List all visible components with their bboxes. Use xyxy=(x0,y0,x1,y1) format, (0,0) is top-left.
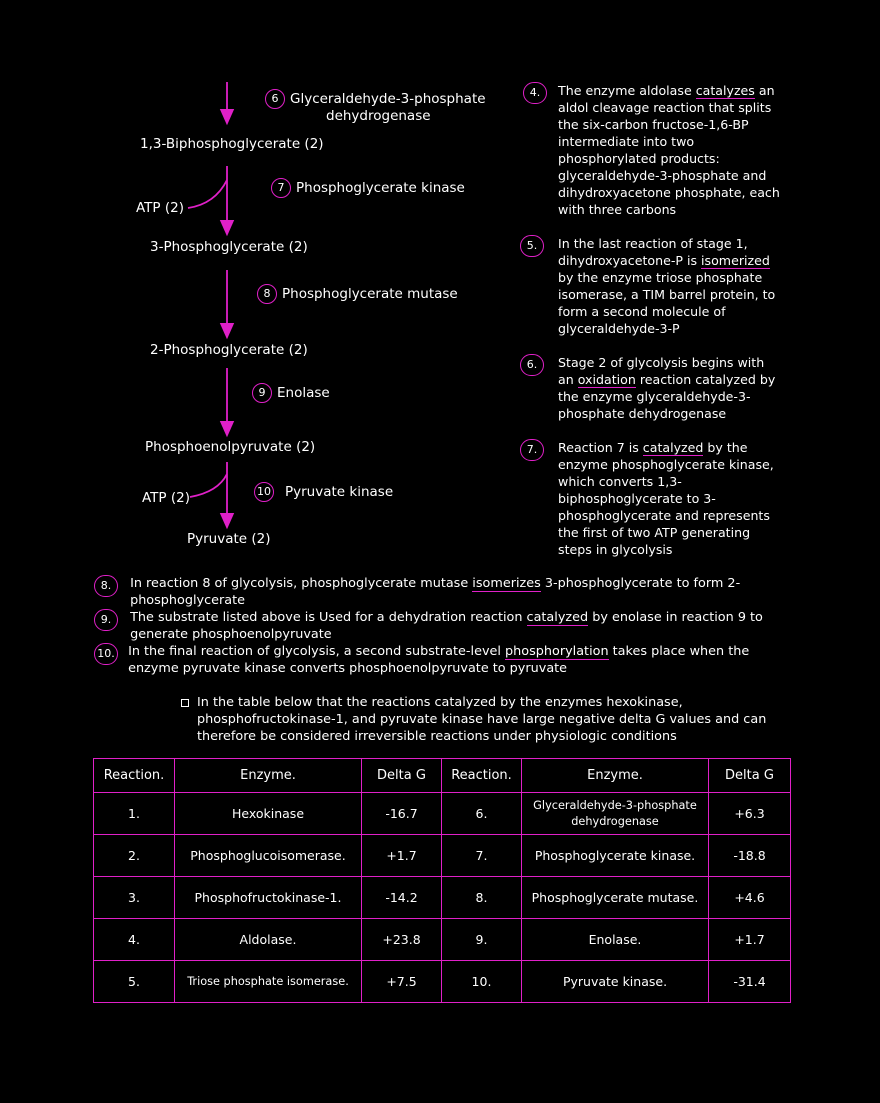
metabolite-pep: Phosphoenolpyruvate (2) xyxy=(145,439,316,455)
table-cell: +7.5 xyxy=(362,961,442,1003)
note-number-badge: 10. xyxy=(94,643,118,665)
metabolite-2pg: 2-Phosphoglycerate (2) xyxy=(150,342,308,358)
enzyme-step-10 xyxy=(254,482,393,502)
table-cell: -16.7 xyxy=(362,793,442,835)
table-row xyxy=(94,961,791,1003)
enzyme-name: Phosphoglycerate kinase xyxy=(296,180,465,196)
table-cell: 7. xyxy=(442,835,522,877)
table-cell: 8. xyxy=(442,877,522,919)
keyword-underlined: catalyzes xyxy=(695,83,755,98)
note-text: The substrate listed above is Used for a dehydration reaction catalyzed by enolase in reaction 9 to generate phosphoenolpyruvate xyxy=(130,610,763,642)
table-cell: 4. xyxy=(94,919,175,961)
keyword-underlined: phosphorylation xyxy=(505,644,609,659)
bottom-note xyxy=(94,643,788,677)
enzyme-step-6 xyxy=(265,89,486,109)
table-cell: Phosphoglycerate mutase. xyxy=(522,877,709,919)
note-text: In reaction 8 of glycolysis, phosphoglycerate mutase isomerizes 3-phosphoglycerate to form 2-phosphoglycerate xyxy=(130,576,741,608)
table-cell: 10. xyxy=(442,961,522,1003)
note-text: In the last reaction of stage 1, dihydroxyacetone-P is isomerized by the enzyme triose phosphate isomerase, a TIM barrel protein, to form a second molecule of glyceraldehyde-3-P xyxy=(558,236,776,336)
table-cell: +23.8 xyxy=(362,919,442,961)
table-cell: -18.8 xyxy=(709,835,791,877)
table-row xyxy=(94,793,791,835)
note-number-badge: 6. xyxy=(520,354,544,376)
table-header-row xyxy=(94,759,791,793)
metabolite-13bpg: 1,3-Biphosphoglycerate (2) xyxy=(140,136,324,152)
keyword-underlined: isomerized xyxy=(701,253,770,268)
step-number-badge: 9 xyxy=(252,383,272,403)
metabolite-3pg: 3-Phosphoglycerate (2) xyxy=(150,239,308,255)
atp-label: ATP (2) xyxy=(136,200,184,216)
table-cell: Pyruvate kinase. xyxy=(522,961,709,1003)
note-number-badge: 5. xyxy=(520,235,544,257)
table-cell: Glyceraldehyde-3-phosphate dehydrogenase xyxy=(522,793,709,835)
table-cell: 9. xyxy=(442,919,522,961)
side-note xyxy=(520,235,780,337)
note-text: The enzyme aldolase catalyzes an aldol cleavage reaction that splits the six-carbon fructose-1,6-BP intermediate into two phosphorylated products: glyceraldehyde-3-phosphate and dihydroxyacetone phosphate, each with three carbons xyxy=(558,83,780,217)
table-cell: Phosphoglycerate kinase. xyxy=(522,835,709,877)
keyword-underlined: catalyzed xyxy=(526,610,589,625)
table-cell: Phosphofructokinase-1. xyxy=(175,877,362,919)
note-text: Reaction 7 is catalyzed by the enzyme phosphoglycerate kinase, which converts 1,3-biphosphoglycerate to 3-phosphoglycerate and represents the first of two ATP generating steps in glycolysis xyxy=(558,440,774,557)
side-note xyxy=(523,82,780,218)
atp-curve-2 xyxy=(190,474,227,497)
bottom-note xyxy=(94,609,790,643)
bullet-square-icon xyxy=(181,699,189,707)
side-note xyxy=(520,354,780,422)
table-cell: 2. xyxy=(94,835,175,877)
table-cell: -31.4 xyxy=(709,961,791,1003)
table-cell: Phosphoglucoisomerase. xyxy=(175,835,362,877)
table-cell: Aldolase. xyxy=(175,919,362,961)
column-header: Enzyme. xyxy=(522,759,709,793)
table-row xyxy=(94,877,791,919)
note-number-badge: 9. xyxy=(94,609,118,631)
enzyme-name: Glyceraldehyde-3-phosphate xyxy=(290,91,486,107)
keyword-underlined: catalyzed xyxy=(642,440,704,455)
table-cell: +6.3 xyxy=(709,793,791,835)
column-header: Delta G xyxy=(709,759,791,793)
bottom-note xyxy=(94,575,790,609)
side-note xyxy=(520,439,780,558)
column-header: Delta G xyxy=(362,759,442,793)
note-number-badge: 7. xyxy=(520,439,544,461)
enzyme-name: Pyruvate kinase xyxy=(285,484,394,500)
keyword-underlined: oxidation xyxy=(577,372,636,387)
delta-g-table xyxy=(93,758,791,1003)
enzyme-name-line2: dehydrogenase xyxy=(326,108,431,124)
step-number-badge: 10 xyxy=(254,482,274,502)
table-cell: 5. xyxy=(94,961,175,1003)
table-row xyxy=(94,835,791,877)
note-text: In the final reaction of glycolysis, a second substrate-level phosphorylation takes place when the enzyme pyruvate kinase converts phosphoenolpyruvate to pyruvate xyxy=(128,644,750,676)
summary-bullet xyxy=(181,694,781,745)
table-cell: 3. xyxy=(94,877,175,919)
enzyme-step-7 xyxy=(271,178,465,198)
table-cell: 1. xyxy=(94,793,175,835)
step-number-badge: 6 xyxy=(265,89,285,109)
step-number-badge: 8 xyxy=(257,284,277,304)
metabolite-pyruvate: Pyruvate (2) xyxy=(187,531,271,547)
step-number-badge: 7 xyxy=(271,178,291,198)
table-cell: Triose phosphate isomerase. xyxy=(175,961,362,1003)
table-cell: -14.2 xyxy=(362,877,442,919)
table-row xyxy=(94,919,791,961)
table-cell: 6. xyxy=(442,793,522,835)
keyword-underlined: isomerizes xyxy=(472,576,541,591)
enzyme-name: Enolase xyxy=(277,385,330,401)
column-header: Enzyme. xyxy=(175,759,362,793)
atp-curve-1 xyxy=(188,180,227,208)
column-header: Reaction. xyxy=(94,759,175,793)
enzyme-name: Phosphoglycerate mutase xyxy=(282,286,458,302)
table-cell: Hexokinase xyxy=(175,793,362,835)
table-cell: Enolase. xyxy=(522,919,709,961)
atp-label: ATP (2) xyxy=(142,490,190,506)
table-cell: +1.7 xyxy=(362,835,442,877)
note-text: Stage 2 of glycolysis begins with an oxidation reaction catalyzed by the enzyme glyceraldehyde-3-phosphate dehydrogenase xyxy=(558,355,776,421)
bullet-text: In the table below that the reactions catalyzed by the enzymes hexokinase, phosphofructokinase-1, and pyruvate kinase have large negative delta G values and can therefore be considered irreversible reactions under physiologic conditions xyxy=(197,695,767,744)
column-header: Reaction. xyxy=(442,759,522,793)
enzyme-step-8 xyxy=(257,284,458,304)
table-cell: +4.6 xyxy=(709,877,791,919)
table-cell: +1.7 xyxy=(709,919,791,961)
enzyme-step-9 xyxy=(252,383,330,403)
note-number-badge: 4. xyxy=(523,82,547,104)
note-number-badge: 8. xyxy=(94,575,118,597)
